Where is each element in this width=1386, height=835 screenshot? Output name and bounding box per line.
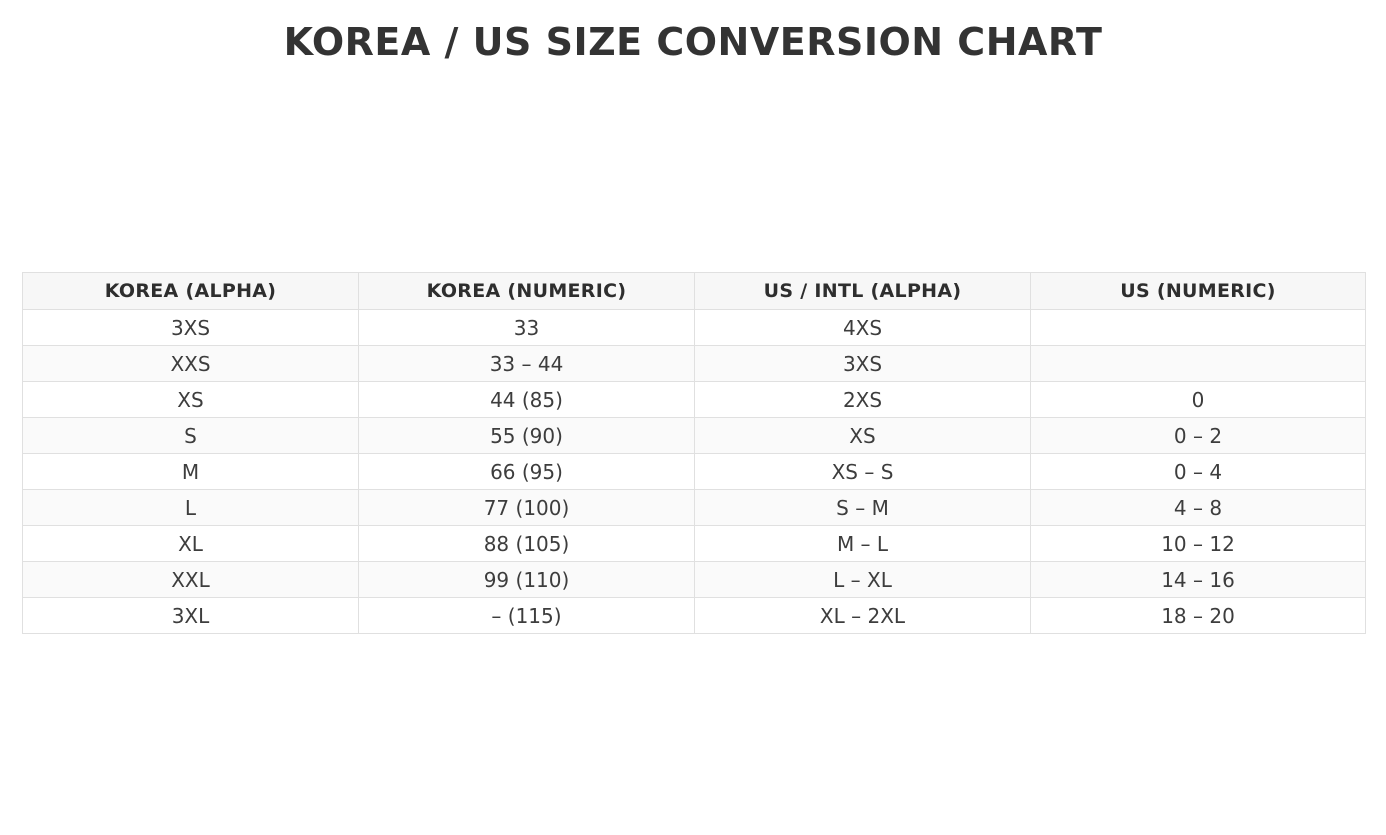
cell-korea-numeric: 88 (105) bbox=[359, 526, 695, 562]
cell-korea-alpha: XL bbox=[23, 526, 359, 562]
cell-us-intl-alpha: S – M bbox=[695, 490, 1031, 526]
table-row bbox=[23, 454, 1366, 490]
cell-korea-alpha: L bbox=[23, 490, 359, 526]
cell-korea-numeric: 33 – 44 bbox=[359, 346, 695, 382]
size-conversion-table bbox=[22, 272, 1366, 634]
cell-korea-numeric: 44 (85) bbox=[359, 382, 695, 418]
cell-korea-numeric: 99 (110) bbox=[359, 562, 695, 598]
table-row bbox=[23, 490, 1366, 526]
cell-korea-numeric: – (115) bbox=[359, 598, 695, 634]
table-header bbox=[23, 273, 1366, 310]
cell-korea-alpha: XXL bbox=[23, 562, 359, 598]
cell-us-numeric: 18 – 20 bbox=[1031, 598, 1366, 634]
page-title: KOREA / US SIZE CONVERSION CHART bbox=[283, 20, 1103, 64]
cell-korea-alpha: XXS bbox=[23, 346, 359, 382]
column-header-korea-numeric: KOREA (NUMERIC) bbox=[359, 273, 695, 310]
cell-korea-numeric: 66 (95) bbox=[359, 454, 695, 490]
cell-us-intl-alpha: XL – 2XL bbox=[695, 598, 1031, 634]
cell-us-intl-alpha: XS bbox=[695, 418, 1031, 454]
cell-us-intl-alpha: XS – S bbox=[695, 454, 1031, 490]
column-header-us-numeric: US (NUMERIC) bbox=[1031, 273, 1366, 310]
cell-us-numeric: 14 – 16 bbox=[1031, 562, 1366, 598]
cell-us-numeric: 4 – 8 bbox=[1031, 490, 1366, 526]
table-row bbox=[23, 418, 1366, 454]
cell-us-numeric: 0 – 2 bbox=[1031, 418, 1366, 454]
cell-us-intl-alpha: 2XS bbox=[695, 382, 1031, 418]
table-row bbox=[23, 526, 1366, 562]
cell-korea-numeric: 77 (100) bbox=[359, 490, 695, 526]
cell-korea-numeric: 33 bbox=[359, 310, 695, 346]
table-row bbox=[23, 598, 1366, 634]
cell-korea-alpha: S bbox=[23, 418, 359, 454]
table-header-row bbox=[23, 273, 1366, 310]
cell-korea-alpha: XS bbox=[23, 382, 359, 418]
column-header-korea-alpha: KOREA (ALPHA) bbox=[23, 273, 359, 310]
table-row bbox=[23, 310, 1366, 346]
cell-us-numeric: 0 bbox=[1031, 382, 1366, 418]
table-row bbox=[23, 382, 1366, 418]
cell-us-numeric bbox=[1031, 310, 1366, 346]
cell-us-intl-alpha: M – L bbox=[695, 526, 1031, 562]
cell-us-intl-alpha: 3XS bbox=[695, 346, 1031, 382]
cell-korea-alpha: 3XS bbox=[23, 310, 359, 346]
cell-us-intl-alpha: L – XL bbox=[695, 562, 1031, 598]
column-header-us-intl-alpha: US / INTL (ALPHA) bbox=[695, 273, 1031, 310]
cell-us-numeric: 10 – 12 bbox=[1031, 526, 1366, 562]
cell-us-numeric: 0 – 4 bbox=[1031, 454, 1366, 490]
size-conversion-table-container bbox=[22, 272, 1365, 634]
cell-korea-numeric: 55 (90) bbox=[359, 418, 695, 454]
table-row bbox=[23, 562, 1366, 598]
cell-korea-alpha: 3XL bbox=[23, 598, 359, 634]
cell-us-numeric bbox=[1031, 346, 1366, 382]
table-body bbox=[23, 310, 1366, 634]
cell-korea-alpha: M bbox=[23, 454, 359, 490]
table-row bbox=[23, 346, 1366, 382]
cell-us-intl-alpha: 4XS bbox=[695, 310, 1031, 346]
